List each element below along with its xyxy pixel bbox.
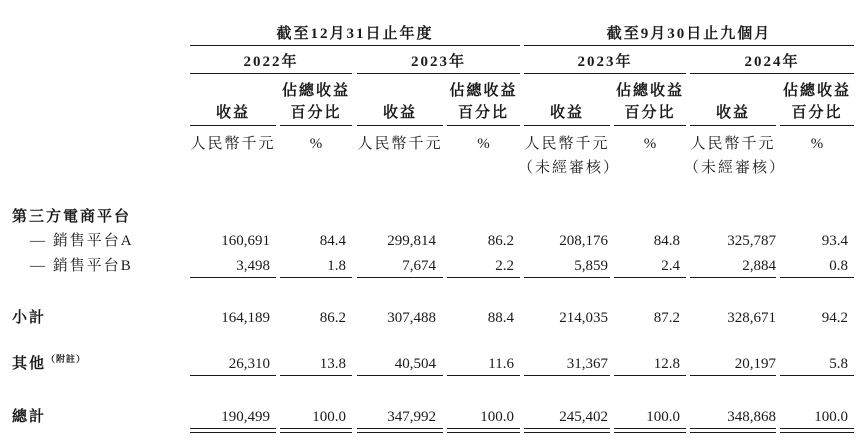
year-header-2024-9m: 2024年 (744, 54, 800, 70)
cell-value: 5.8 (829, 356, 848, 372)
period-header-nine-months: 截至9月30日止九個月 (606, 26, 772, 42)
row-label-subtotal: 小計 (12, 310, 47, 326)
rule (280, 375, 352, 376)
double-rule (190, 428, 276, 429)
rule (447, 375, 520, 376)
cell-value: 86.2 (487, 233, 514, 249)
rule (357, 277, 443, 278)
period-year-underline (190, 45, 520, 46)
rule (447, 277, 520, 278)
double-rule (780, 428, 854, 429)
cell-value: 26,310 (228, 356, 270, 372)
cell-value: 94.2 (821, 310, 848, 326)
year-2024-9m-underline (690, 73, 854, 74)
cell-value: 11.6 (488, 356, 514, 372)
rule (524, 375, 610, 376)
cell-value: 1.8 (327, 258, 346, 274)
others-label-text: 其他 (12, 356, 47, 372)
unit-pct: % (810, 136, 824, 152)
col-underline (357, 125, 443, 126)
double-rule (614, 428, 686, 429)
row-label-total: 總計 (12, 409, 47, 425)
cell-value: 214,035 (559, 310, 608, 326)
unit-rmb: 人民幣千元 (690, 136, 776, 152)
unit-pct: % (643, 136, 657, 152)
row-label-platform-a: — 銷售平台A (30, 233, 134, 249)
double-rule (190, 432, 276, 433)
col-underline (780, 125, 854, 126)
col-underline (190, 125, 276, 126)
rule (190, 277, 276, 278)
cell-value: 86.2 (319, 310, 346, 326)
year-2023-underline (357, 73, 520, 74)
cell-value: 100.0 (814, 409, 848, 425)
rule (280, 277, 352, 278)
cell-value: 299,814 (387, 233, 436, 249)
col-header-pct-line2: 百分比 (624, 105, 676, 121)
rule (780, 277, 854, 278)
period-9m-underline (524, 45, 854, 46)
rule (614, 277, 686, 278)
cell-value: 190,499 (221, 409, 270, 425)
cell-value: 93.4 (821, 233, 848, 249)
year-header-2022: 2022年 (243, 54, 299, 70)
col-header-pct-line1: 佔總收益 (782, 83, 851, 99)
cell-value: 2.2 (495, 258, 514, 274)
col-underline (690, 125, 776, 126)
cell-value: 84.8 (653, 233, 680, 249)
cell-value: 2,884 (742, 258, 776, 274)
col-underline (524, 125, 610, 126)
unit-rmb: 人民幣千元 (524, 136, 610, 152)
rule (190, 375, 276, 376)
cell-value: 160,691 (221, 233, 270, 249)
double-rule (690, 428, 776, 429)
row-label-third-party-platforms: 第三方電商平台 (12, 209, 132, 225)
cell-value: 87.2 (653, 310, 680, 326)
rule (614, 375, 686, 376)
rule (524, 277, 610, 278)
cell-value: 328,671 (727, 310, 776, 326)
cell-value: 164,189 (221, 310, 270, 326)
col-header-pct-line1: 佔總收益 (281, 83, 350, 99)
cell-value: 7,674 (402, 258, 436, 274)
col-header-pct-line2: 百分比 (791, 105, 843, 121)
rule (357, 375, 443, 376)
cell-value: 347,992 (387, 409, 436, 425)
col-header-pct-line1: 佔總收益 (449, 83, 518, 99)
double-rule (280, 428, 352, 429)
cell-value: 100.0 (646, 409, 680, 425)
cell-value: 12.8 (653, 356, 680, 372)
cell-value: 100.0 (312, 409, 346, 425)
cell-value: 100.0 (480, 409, 514, 425)
year-2022-underline (190, 73, 352, 74)
year-2023-9m-underline (524, 73, 686, 74)
unit-unaudited: （未經審核） (518, 160, 621, 176)
col-header-pct-line2: 百分比 (290, 105, 342, 121)
unit-rmb: 人民幣千元 (357, 136, 443, 152)
double-rule (780, 432, 854, 433)
col-underline (447, 125, 520, 126)
cell-value: 307,488 (387, 310, 436, 326)
cell-value: 13.8 (319, 356, 346, 372)
cell-value: 3,498 (236, 258, 270, 274)
row-label-others (12, 354, 87, 372)
double-rule (280, 432, 352, 433)
cell-value: 208,176 (559, 233, 608, 249)
col-header-revenue: 收益 (382, 105, 417, 121)
rule (780, 375, 854, 376)
double-rule (447, 432, 520, 433)
col-header-pct-line2: 百分比 (457, 105, 509, 121)
cell-value: 348,868 (727, 409, 776, 425)
rule (690, 277, 776, 278)
double-rule (357, 432, 443, 433)
unit-unaudited: （未經審核） (684, 160, 787, 176)
double-rule (447, 428, 520, 429)
year-header-2023: 2023年 (410, 54, 466, 70)
row-label-platform-b: — 銷售平台B (30, 258, 133, 274)
unit-pct: % (309, 136, 323, 152)
cell-value: 40,504 (394, 356, 436, 372)
cell-value: 84.4 (319, 233, 346, 249)
year-header-2023-9m: 2023年 (577, 54, 633, 70)
double-rule (690, 432, 776, 433)
double-rule (524, 428, 610, 429)
col-header-revenue: 收益 (549, 105, 584, 121)
cell-value: 2.4 (661, 258, 680, 274)
col-underline (614, 125, 686, 126)
cell-value: 88.4 (487, 310, 514, 326)
double-rule (614, 432, 686, 433)
cell-value: 245,402 (559, 409, 608, 425)
col-header-revenue: 收益 (715, 105, 750, 121)
double-rule (357, 428, 443, 429)
unit-pct: % (477, 136, 490, 152)
unit-rmb: 人民幣千元 (190, 136, 276, 152)
period-header-year: 截至12月31日止年度 (276, 26, 434, 42)
cell-value: 31,367 (566, 356, 608, 372)
cell-value: 5,859 (574, 258, 608, 274)
col-underline (280, 125, 352, 126)
col-header-pct-line1: 佔總收益 (615, 83, 684, 99)
double-rule (524, 432, 610, 433)
cell-value: 325,787 (727, 233, 776, 249)
col-header-revenue: 收益 (215, 105, 250, 121)
others-note: （附註） (46, 354, 87, 364)
cell-value: 0.8 (829, 258, 848, 274)
rule (690, 375, 776, 376)
cell-value: 20,197 (734, 356, 776, 372)
